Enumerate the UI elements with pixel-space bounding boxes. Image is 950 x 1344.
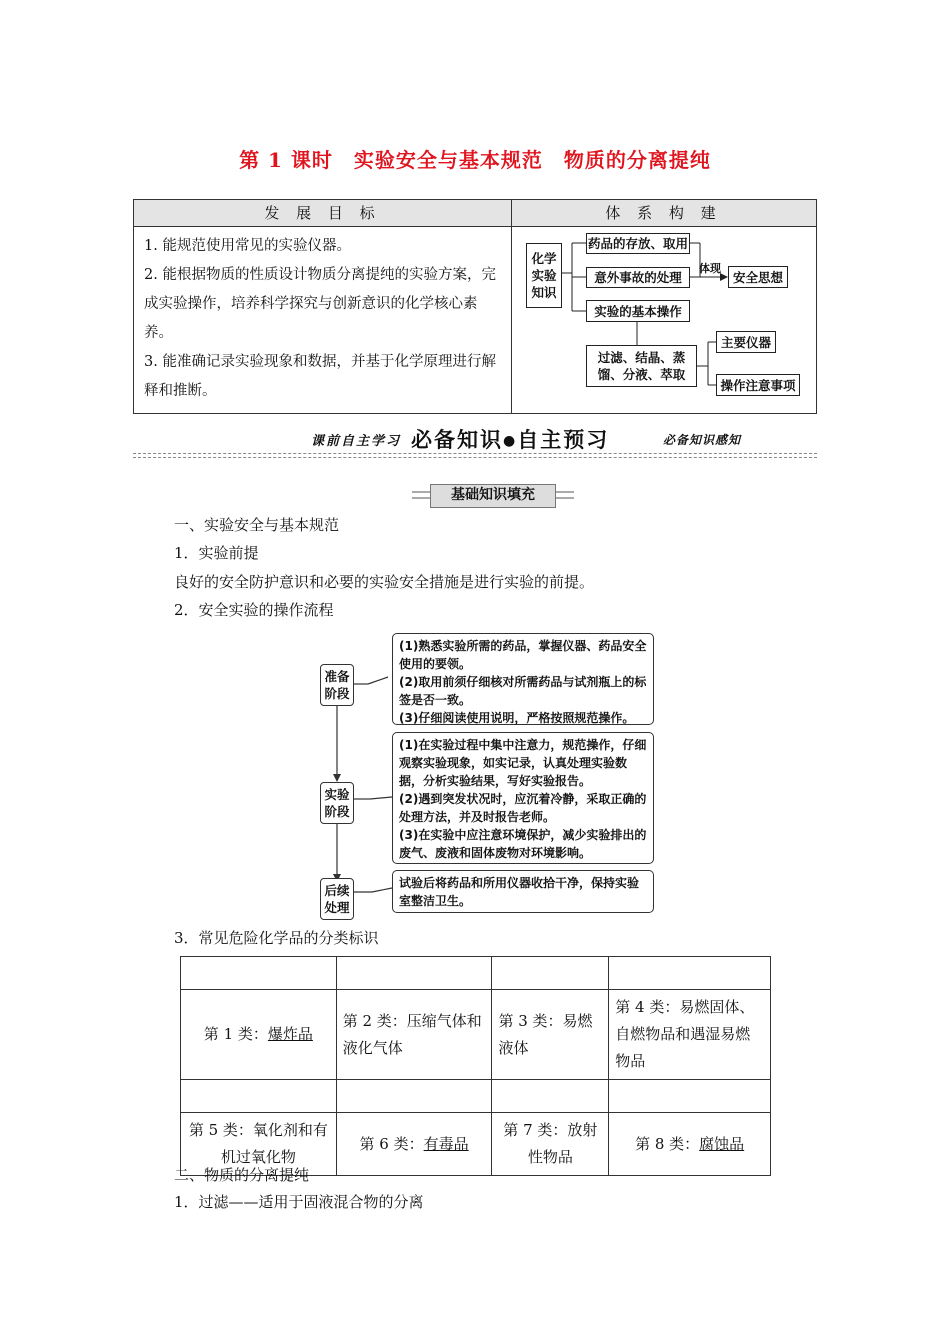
concept-target: 安全思想 bbox=[728, 266, 788, 288]
heading-2: 二、物质的分离提纯 bbox=[174, 1166, 310, 1184]
hazard-class-6 bbox=[336, 1113, 492, 1176]
goals-header-right: 体 系 构 建 bbox=[511, 200, 816, 227]
hazard-class-8-fill: 腐蚀品 bbox=[699, 1134, 745, 1153]
concept-root: 化学实验知识 bbox=[526, 243, 562, 308]
hazard-label-row bbox=[181, 990, 771, 1080]
flow-item: (3)仔细阅读使用说明，严格按照规范操作。 bbox=[399, 711, 635, 725]
concept-ops: 过滤、结晶、蒸馏、分液、萃取 bbox=[586, 345, 697, 387]
hazard-icon-cell bbox=[609, 1080, 771, 1113]
flow-item: (2)遇到突发状况时，应沉着冷静，采取正确的处理方法，并及时报告老师。 bbox=[399, 792, 647, 824]
hazard-class-7: 第 7 类：放射性物品 bbox=[492, 1113, 609, 1176]
subheading-2: 2．安全实验的操作流程 bbox=[174, 601, 334, 619]
hazard-class-8-prefix: 第 8 类： bbox=[635, 1134, 700, 1153]
flow-item: 试验后将药品和所用仪器收拾干净，保持实验室整洁卫生。 bbox=[399, 876, 640, 908]
banner-mid-2: 自主预习 bbox=[517, 428, 610, 452]
concept-branch-accident: 意外事故的处理 bbox=[586, 267, 690, 288]
hazard-icon-cell bbox=[181, 957, 337, 990]
goal-item: 3. 能准确记录实验现象和数据，并基于化学原理进行解释和推断。 bbox=[144, 354, 496, 399]
flow-item: (1)熟悉实验所需的药品，掌握仪器、药品安全使用的要领。 bbox=[399, 639, 647, 671]
flow-item: (1)在实验过程中集中注意力，规范操作，仔细观察实验现象，如实记录，认真处理实验数据，分析实验结果，写好实验报告。 bbox=[399, 738, 647, 788]
hazard-icon-cell bbox=[492, 1080, 609, 1113]
hazard-class-8 bbox=[609, 1113, 771, 1176]
hazard-class-1-fill: 爆炸品 bbox=[267, 1025, 313, 1043]
hazard-class-5: 第 5 类：氧化剂和有机过氧化物 bbox=[181, 1113, 337, 1176]
hazard-class-4: 第 4 类：易燃固体、自燃物品和遇湿易燃物品 bbox=[609, 990, 771, 1080]
flow-box-prepare bbox=[392, 633, 654, 725]
concept-instruments: 主要仪器 bbox=[716, 331, 776, 353]
banner-left: 课前自主学习 bbox=[311, 434, 402, 449]
hazard-class-1-prefix: 第 1 类： bbox=[203, 1025, 268, 1043]
hazard-class-6-fill: 有毒品 bbox=[423, 1134, 469, 1153]
flow-box-experiment bbox=[392, 732, 654, 864]
goals-header-left: 发 展 目 标 bbox=[134, 200, 511, 227]
paragraph-1: 良好的安全防护意识和必要的实验安全措施是进行实验的前提。 bbox=[174, 573, 595, 591]
section-tag-label: 基础知识填充 bbox=[430, 484, 556, 508]
hazard-icon-cell bbox=[492, 957, 609, 990]
hazard-class-3: 第 3 类：易燃液体 bbox=[492, 990, 609, 1080]
banner-bullet-icon: ● bbox=[503, 433, 518, 449]
hazard-class-6-prefix: 第 6 类： bbox=[359, 1134, 424, 1153]
subheading-4: 1．过滤——适用于固液混合物的分离 bbox=[174, 1193, 424, 1211]
stage-experiment: 实验阶段 bbox=[320, 782, 354, 824]
page-title: 第 1 课时 实验安全与基本规范 物质的分离提纯 bbox=[239, 148, 711, 172]
hazard-icon-row bbox=[181, 1080, 771, 1113]
stage-followup: 后续处理 bbox=[320, 878, 354, 920]
banner-mid-1: 必备知识 bbox=[411, 428, 503, 452]
hazard-icon-cell bbox=[336, 1080, 492, 1113]
concept-branch-operation: 实验的基本操作 bbox=[586, 300, 690, 322]
hazard-class-2: 第 2 类：压缩气体和液化气体 bbox=[336, 990, 492, 1080]
heading-1: 一、实验安全与基本规范 bbox=[174, 516, 340, 534]
hazard-icon-cell bbox=[181, 1080, 337, 1113]
subheading-1: 1．实验前提 bbox=[174, 544, 259, 562]
concept-branch-storage: 药品的存放、取用 bbox=[586, 233, 690, 254]
flow-item: (3)在实验中应注意环境保护，减少实验排出的废气、废液和固体废物对环境影响。 bbox=[399, 828, 647, 860]
stage-prepare: 准备阶段 bbox=[320, 664, 354, 706]
subheading-3: 3．常见危险化学品的分类标识 bbox=[174, 929, 379, 947]
hazard-class-1 bbox=[181, 990, 337, 1080]
goal-item: 2. 能根据物质的性质设计物质分离提纯的实验方案，完成实验操作，培养科学探究与创新意识的化学核心素养。 bbox=[144, 267, 496, 341]
concept-precautions: 操作注意事项 bbox=[716, 374, 800, 396]
flow-box-followup bbox=[392, 870, 654, 913]
hazard-table bbox=[180, 956, 771, 1176]
concept-arrow-label: 体现 bbox=[699, 262, 721, 275]
hazard-icon-cell bbox=[609, 957, 771, 990]
banner-right: 必备知识感知 bbox=[663, 433, 742, 447]
flow-item: (2)取用前须仔细核对所需药品与试剂瓶上的标签是否一致。 bbox=[399, 675, 647, 707]
goal-item: 1. 能规范使用常见的实验仪器。 bbox=[144, 238, 351, 254]
hazard-icon-row bbox=[181, 957, 771, 990]
hazard-icon-cell bbox=[336, 957, 492, 990]
